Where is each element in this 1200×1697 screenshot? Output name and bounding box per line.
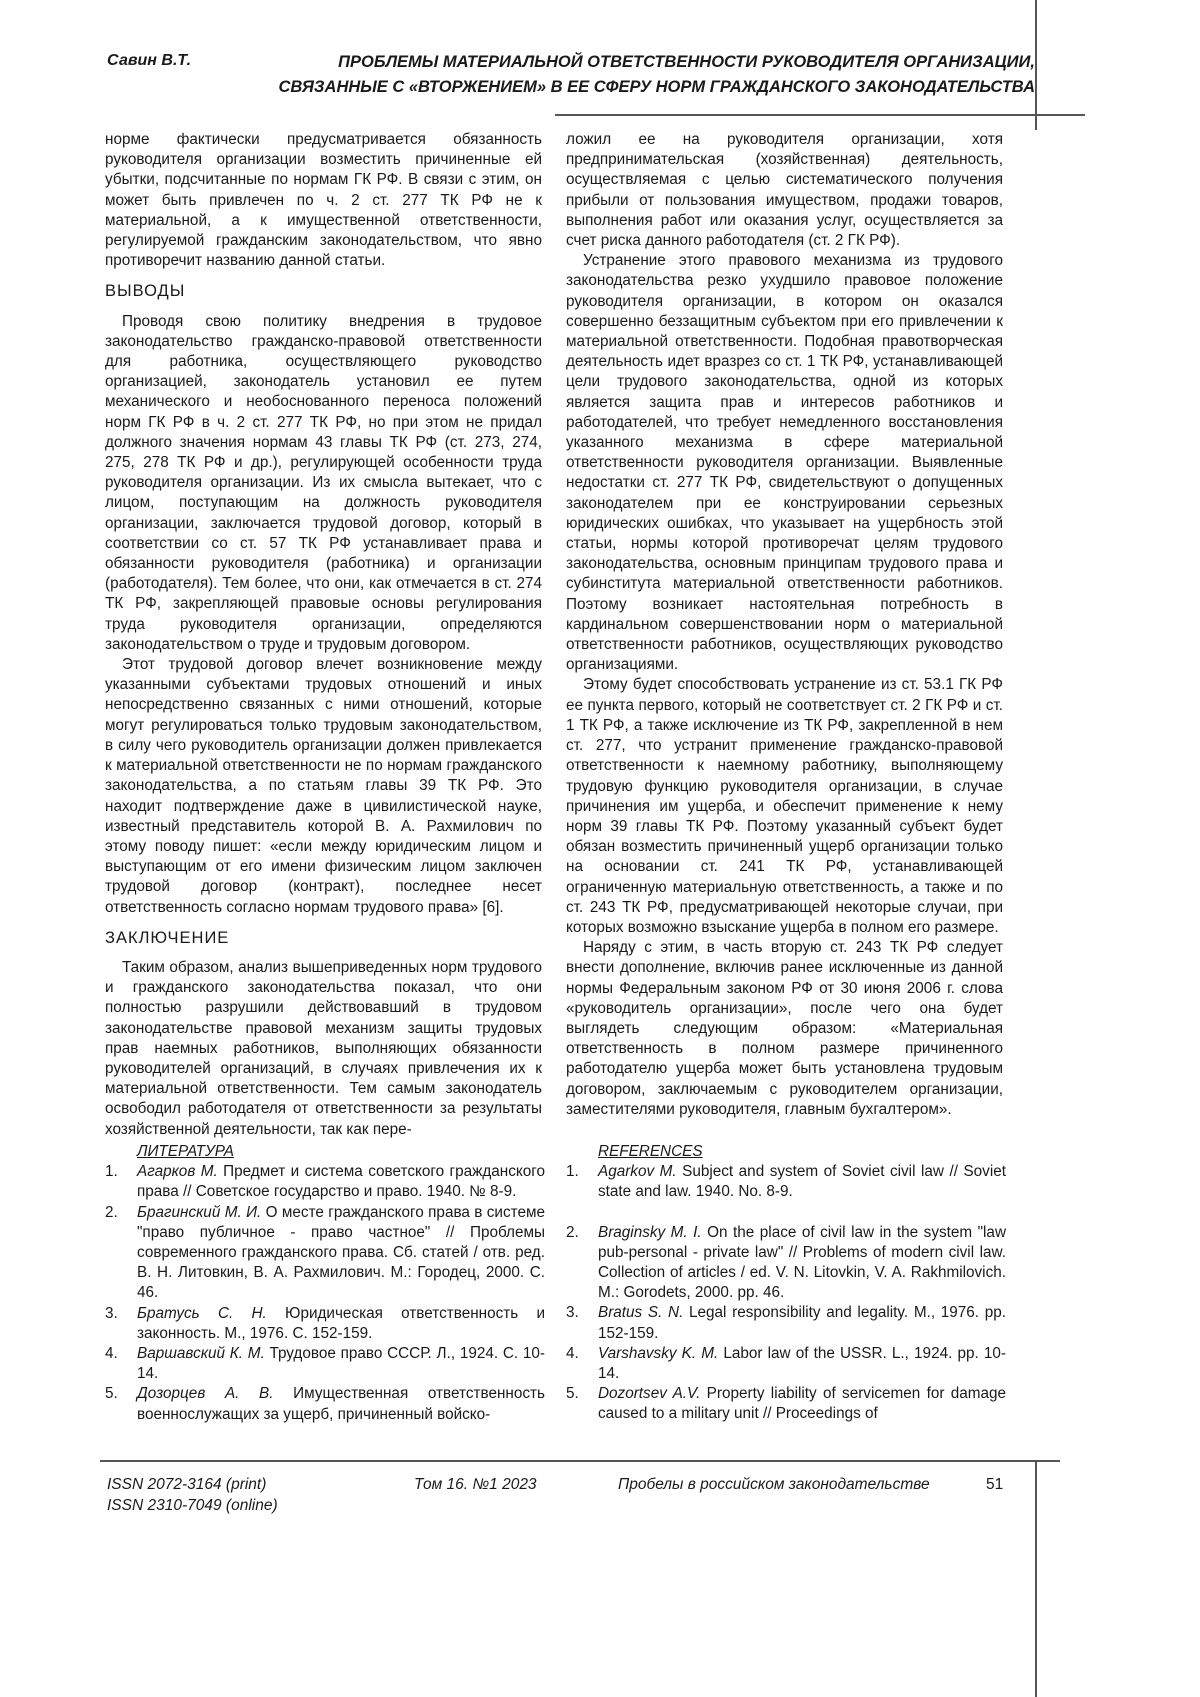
reference-item <box>105 1344 545 1384</box>
reference-author: Bratus S. N. <box>598 1304 683 1321</box>
reference-body: Имущественная ответственность военнослужащих за ущерб, причиненный войско- <box>137 1385 545 1422</box>
footer-journal: Пробелы в российском законодательстве <box>618 1474 930 1495</box>
reference-text <box>598 1303 1006 1343</box>
reference-item <box>566 1223 1006 1304</box>
paragraph: Таким образом, анализ вышеприведенных норм трудового и гражданского законодательства показал, что они полностью разрушили действовавший в трудовом законодательстве правовой механизм защиты трудовых прав наемных работников, выполняющих обязанности руководителей организаций, в случаях привлечения их к материальной ответственности. Тем самым законодатель освободил работодателя от ответственности за результаты хозяйственной деятельности, так как пере- <box>105 958 542 1140</box>
header-title-line1: ПРОБЛЕМЫ МАТЕРИАЛЬНОЙ ОТВЕТСТВЕННОСТИ РУКОВОДИТЕЛЯ ОРГАНИЗАЦИИ, <box>275 50 1035 75</box>
reference-item <box>566 1344 1006 1384</box>
reference-author: Agarkov M. <box>598 1163 677 1180</box>
reference-item <box>566 1384 1006 1424</box>
reference-body: Юридическая ответственность и законность. М., 1976. С. 152-159. <box>137 1305 545 1342</box>
reference-text <box>598 1162 1006 1202</box>
reference-item <box>105 1384 545 1424</box>
reference-number: 3. <box>566 1303 598 1343</box>
paragraph: норме фактически предусматривается обязанность руководителя организации возместить причиненные ей убытки, подсчитанные по нормам ГК РФ. В связи с этим, он может быть привлечен по ч. 2 ст. 277 ТК РФ не к материальной, а к имущественной ответственности, регулируемой гражданским законодательством, что явно противоречит названию данной статьи. <box>105 130 542 271</box>
reference-item <box>566 1303 1006 1343</box>
reference-author: Dozortsev A.V. <box>598 1385 700 1402</box>
paragraph: Этому будет способствовать устранение из ст. 53.1 ГК РФ ее пункта первого, который не соответствует ст. 2 ГК РФ и ст. 1 ТК РФ, а также исключение из ТК РФ, закрепленной в нем ст. 277, что устранит применение гражданско-правовой ответственности к наемному работнику, выполняющему трудовую функцию руководителя организации, в случае причинения им ущерба, и обеспечит применение к нему норм 39 главы ТК РФ. Поэтому указанный субъект будет обязан возместить причиненный ущерб организации только на основании ст. 241 ТК РФ, устанавливающей ограниченную материальную ответственность, а также и по ст. 243 ТК РФ, предусматривающей некоторые случаи, при которых возможно взыскание ущерба в полном его размере. <box>566 675 1003 938</box>
references-list <box>566 1142 1006 1425</box>
footer-issn <box>107 1474 278 1516</box>
reference-number: 4. <box>566 1344 598 1384</box>
references-heading: REFERENCES <box>598 1142 1006 1162</box>
reference-number: 1. <box>566 1162 598 1202</box>
reference-body: Labor law of the USSR. L., 1924. pp. 10-14. <box>598 1345 1006 1382</box>
literature-list <box>105 1142 545 1425</box>
footer-vertical-line <box>1035 1460 1037 1697</box>
paragraph: Этот трудовой договор влечет возникновение между указанными субъектами трудовых отношений и иных непосредственно связанных с ними отношений, которые могут регулироваться только трудовым законодательством, в силу чего руководитель организации должен привлекается к материальной ответственности не по нормам гражданского законодательства, а по статьям главы 39 ТК РФ. Это находит подтверждение даже в цивилистической науке, известный представитель которой В. А. Рахмилович по этому поводу пишет: «если между юридическим лицом и выступающим от его имени физическим лицом заключен трудовой договор (контракт), последнее несет ответственность согласно нормам трудового права» [6]. <box>105 655 542 918</box>
reference-text <box>598 1223 1006 1304</box>
header-author: Савин В.Т. <box>107 52 191 70</box>
left-column <box>105 130 542 1140</box>
reference-body: Трудовое право СССР. Л., 1924. С. 10-14. <box>137 1345 545 1382</box>
page-number: 51 <box>986 1474 1003 1495</box>
reference-text <box>137 1384 545 1424</box>
paragraph: ложил ее на руководителя организации, хотя предпринимательская (хозяйственная) деятельность, осуществляемая с целью систематического получения прибыли от пользования имуществом, продажи товаров, выполнения работ или оказания услуг, осуществляется за счет риска данного работодателя (ст. 2 ГК РФ). <box>566 130 1003 251</box>
reference-text <box>137 1203 545 1304</box>
paragraph: Устранение этого правового механизма из трудового законодательства резко ухудшило правовое положение руководителя организации, в котором он оказался совершенно беззащитным субъектом при его привлечении к материальной ответственности. Подобная правотворческая деятельность идет вразрез со ст. 1 ТК РФ, устанавливающей цели трудового законодательства, одной из которых является защита прав и интересов работников и работодателей, что требует немедленного восстановления указанного механизма в сфере материальной ответственности руководителя организации. Выявленные недостатки ст. 277 ТК РФ, свидетельствуют о допущенных законодателем при ее конструировании серьезных юридических ошибках, что указывает на ущербность этой статьи, нормы которой противоречат целям трудового законодательства, основным принципам трудового права и субинститута материальной ответственности работников. Поэтому возникает настоятельная потребность в кардинальном совершенствовании норм о материальной ответственности работников, осуществляющих руководство организациями. <box>566 251 1003 675</box>
footer-divider <box>100 1460 1060 1462</box>
reference-author: Варшавский К. М. <box>137 1345 265 1362</box>
reference-author: Braginsky M. I. <box>598 1224 702 1241</box>
header-title-line2: СВЯЗАННЫЕ С «ВТОРЖЕНИЕМ» В ЕЕ СФЕРУ НОРМ ГРАЖДАНСКОГО ЗАКОНОДАТЕЛЬСТВА <box>275 75 1035 100</box>
header-title <box>275 50 1035 100</box>
section-heading-summary: ЗАКЛЮЧЕНИЕ <box>105 928 542 948</box>
reference-text <box>598 1384 1006 1424</box>
reference-author: Varshavsky K. M. <box>598 1345 718 1362</box>
paragraph: Проводя свою политику внедрения в трудовое законодательство гражданско-правовой ответственности для работника, осуществляющего руководство организацией, законодатель установил ее путем механического и необоснованного переноса положений норм ГК РФ в ч. 2 ст. 277 ТК РФ, но при этом не придал должного значения нормам 43 главы ТК РФ (ст. 273, 274, 275, 278 ТК РФ и др.), регулирующей особенности труда руководителя организации. Из их смысла вытекает, что с лицом, поступающим на должность руководителя организации, заключается трудовой договор, который в соответствии со ст. 57 ТК РФ устанавливает права и обязанности руководителя (работника) и организации (работодателя). Тем более, что они, как отмечается в ст. 274 ТК РФ, закрепляющей правовые основы регулирования труда руководителя организации, определяются законодательством о труде и трудовым договором. <box>105 312 542 655</box>
reference-text <box>137 1304 545 1344</box>
reference-item <box>105 1304 545 1344</box>
reference-text <box>137 1162 545 1202</box>
reference-author: Агарков М. <box>137 1163 218 1180</box>
literature-heading: ЛИТЕРАТУРА <box>137 1142 545 1162</box>
issn-online: ISSN 2310-7049 (online) <box>107 1495 278 1516</box>
reference-item <box>566 1162 1006 1202</box>
reference-body: On the place of civil law in the system "law pub-personal - private law" // Problems of modern civil law. Collection of articles / ed. V. N. Litovkin, V. A. Rakhmilovich. M.: Gorodets, 2000. pp. 46. <box>598 1224 1006 1302</box>
reference-body: Legal responsibility and legality. M., 1976. pp. 152-159. <box>598 1304 1006 1341</box>
paragraph: Наряду с этим, в часть вторую ст. 243 ТК РФ следует внести дополнение, включив ранее исключенные из данной нормы Федеральным законом РФ от 30 июня 2006 г. слова «руководитель организации», после чего она будет выглядеть следующим образом: «Материальная ответственность в полном размере причиненного работодателю ущерба может быть установлена трудовым договором, заключаемым с руководителем организации, заместителями руководителя, главным бухгалтером». <box>566 938 1003 1120</box>
reference-item <box>105 1203 545 1304</box>
reference-body: О месте гражданского права в системе "право публичное - право частное" // Проблемы современного гражданского права. Сб. статей / отв. ред. В. Н. Литовкин, В. А. Рахмилович. М.: Городец, 2000. С. 46. <box>137 1204 545 1302</box>
reference-number: 1. <box>105 1162 137 1202</box>
reference-number: 5. <box>105 1384 137 1424</box>
reference-text <box>598 1344 1006 1384</box>
reference-number: 2. <box>105 1203 137 1304</box>
reference-body: Предмет и система советского гражданского права // Советское государство и право. 1940. № 8-9. <box>137 1163 545 1200</box>
reference-author: Братусь С. Н. <box>137 1305 267 1322</box>
reference-author: Дозорцев А. В. <box>137 1385 274 1402</box>
reference-text <box>137 1344 545 1384</box>
reference-number: 5. <box>566 1384 598 1424</box>
section-heading-conclusions: ВЫВОДЫ <box>105 281 542 301</box>
issn-print: ISSN 2072-3164 (print) <box>107 1474 278 1495</box>
reference-body: Subject and system of Soviet civil law // Soviet state and law. 1940. No. 8-9. <box>598 1163 1006 1200</box>
right-column <box>566 130 1003 1120</box>
reference-number: 4. <box>105 1344 137 1384</box>
header-vertical-line <box>1035 0 1037 130</box>
header-divider <box>555 114 1085 116</box>
reference-body: Property liability of servicemen for damage caused to a military unit // Proceedings of <box>598 1385 1006 1422</box>
footer-volume: Том 16. №1 2023 <box>414 1474 537 1495</box>
reference-number: 2. <box>566 1223 598 1304</box>
reference-number: 3. <box>105 1304 137 1344</box>
reference-item <box>105 1162 545 1202</box>
reference-author: Брагинский М. И. <box>137 1204 261 1221</box>
